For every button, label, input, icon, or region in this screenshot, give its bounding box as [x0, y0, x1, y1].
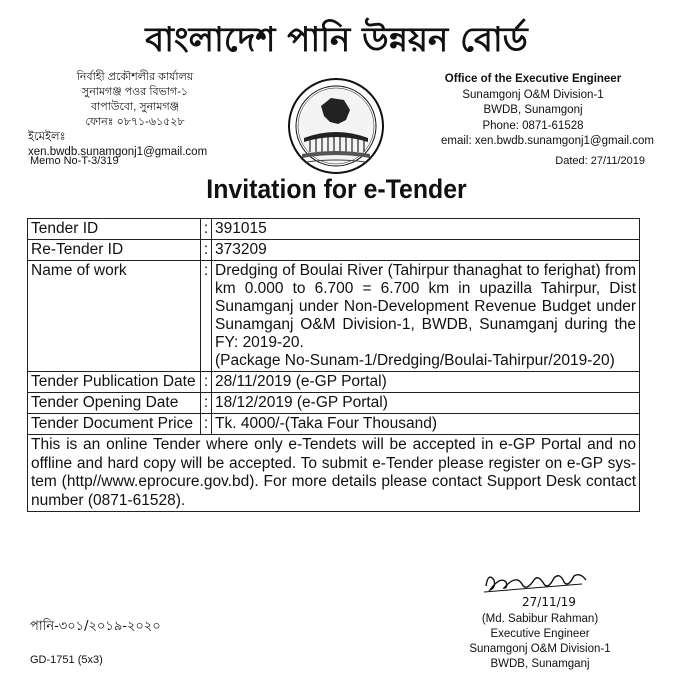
name-of-work-value — [212, 261, 640, 372]
memo-number: Memo No-T-3/319 — [30, 155, 119, 167]
tender-id-value: 391015 — [212, 219, 640, 240]
retender-id-value: 373209 — [212, 240, 640, 261]
office-line-2: সুনামগঞ্জ পওর বিভাগ-১ — [81, 86, 189, 98]
memo-date: Dated: 27/11/2019 — [555, 155, 645, 167]
table-row — [28, 240, 640, 261]
gd-number: GD-1751 (5x3) — [30, 654, 103, 666]
package-number: (Package No-Sunam-1/Dredging/Boulai-Tahirpur/2019-20) — [215, 352, 615, 369]
row-label: Tender Opening Date — [28, 393, 201, 414]
work-description: Dredging of Boulai River (Tahirpur thanaghat to ferighat) from km 0.000 to 6.700 = 6.700 km in upazilla Tahirpur, Dist Sunamganj under Non-Development Revenue Budget under Sunamganj O&M Division-1, BWDB, Sunamganj during the FY: 2019-20. — [215, 262, 636, 351]
row-colon: : — [201, 240, 212, 261]
signatory-block — [440, 612, 640, 672]
table-row — [28, 372, 640, 393]
page-heading: Invitation for e-Tender — [206, 174, 467, 204]
office-phone-english: Phone: 0871-61528 — [482, 119, 584, 132]
office-division: Sunamgonj O&M Division-1 — [462, 88, 604, 101]
signatory-designation: Executive Engineer — [490, 628, 590, 640]
signatory-division: Sunamgonj O&M Division-1 — [469, 643, 611, 655]
signature-icon — [478, 566, 598, 612]
table-row — [28, 414, 640, 435]
row-colon: : — [201, 414, 212, 435]
row-colon: : — [201, 261, 212, 372]
office-line-1: নির্বাহী প্রকৌশলীর কার্যালয় — [76, 71, 194, 83]
reference-number-bengali: পানি-৩০১/২০১৯-২০২০ — [30, 619, 161, 634]
office-address-english — [418, 72, 654, 150]
table-row — [28, 219, 640, 240]
bwdb-logo-seal-icon — [286, 76, 386, 176]
tender-details-table — [27, 218, 640, 512]
row-label: Tender Document Price — [28, 414, 201, 435]
office-org: BWDB, Sunamgonj — [483, 104, 583, 116]
opening-date-value: 18/12/2019 (e-GP Portal) — [212, 393, 640, 414]
office-email-bengali: ইমেইলঃ xen.bwdb.sunamgonj1@gmail.com — [28, 131, 208, 158]
row-label: Re-Tender ID — [28, 240, 201, 261]
signatory-org: BWDB, Sunamganj — [490, 658, 590, 670]
signature-date: 27/11/19 — [522, 595, 576, 609]
row-label: Tender Publication Date — [28, 372, 201, 393]
office-address-bengali — [30, 70, 240, 160]
row-label: Tender ID — [28, 219, 201, 240]
publication-date-value: 28/11/2019 (e-GP Portal) — [212, 372, 640, 393]
office-title: Office of the Executive Engineer — [444, 73, 622, 85]
row-label: Name of work — [28, 261, 201, 372]
signatory-name: (Md. Sabibur Rahman) — [481, 613, 599, 625]
row-colon: : — [201, 393, 212, 414]
table-row — [28, 393, 640, 414]
org-title-bengali: বাংলাদেশ পানি উন্নয়ন বোর্ড — [145, 20, 528, 60]
table-row — [28, 435, 640, 512]
table-row — [28, 261, 640, 372]
row-colon: : — [201, 372, 212, 393]
tender-note: This is an online Tender where only e-Tendets will be accepted in e-GP Portal and no offline and hard copy will be accepted. To submit e-Tender please register on e-GP sys-tem (http//www.eprocure.gov.bd). For more details please contact Support Desk contact number (0871-61528). — [28, 435, 640, 512]
row-colon: : — [201, 219, 212, 240]
office-line-3: বাপাউবো, সুনামগঞ্জ — [90, 101, 180, 113]
document-price-value: Tk. 4000/-(Taka Four Thousand) — [212, 414, 640, 435]
office-email-english: email: xen.bwdb.sunamgonj1@gmail.com — [440, 135, 654, 147]
office-phone: ফোনঃ ০৮৭১-৬১৫২৮ — [85, 116, 185, 128]
